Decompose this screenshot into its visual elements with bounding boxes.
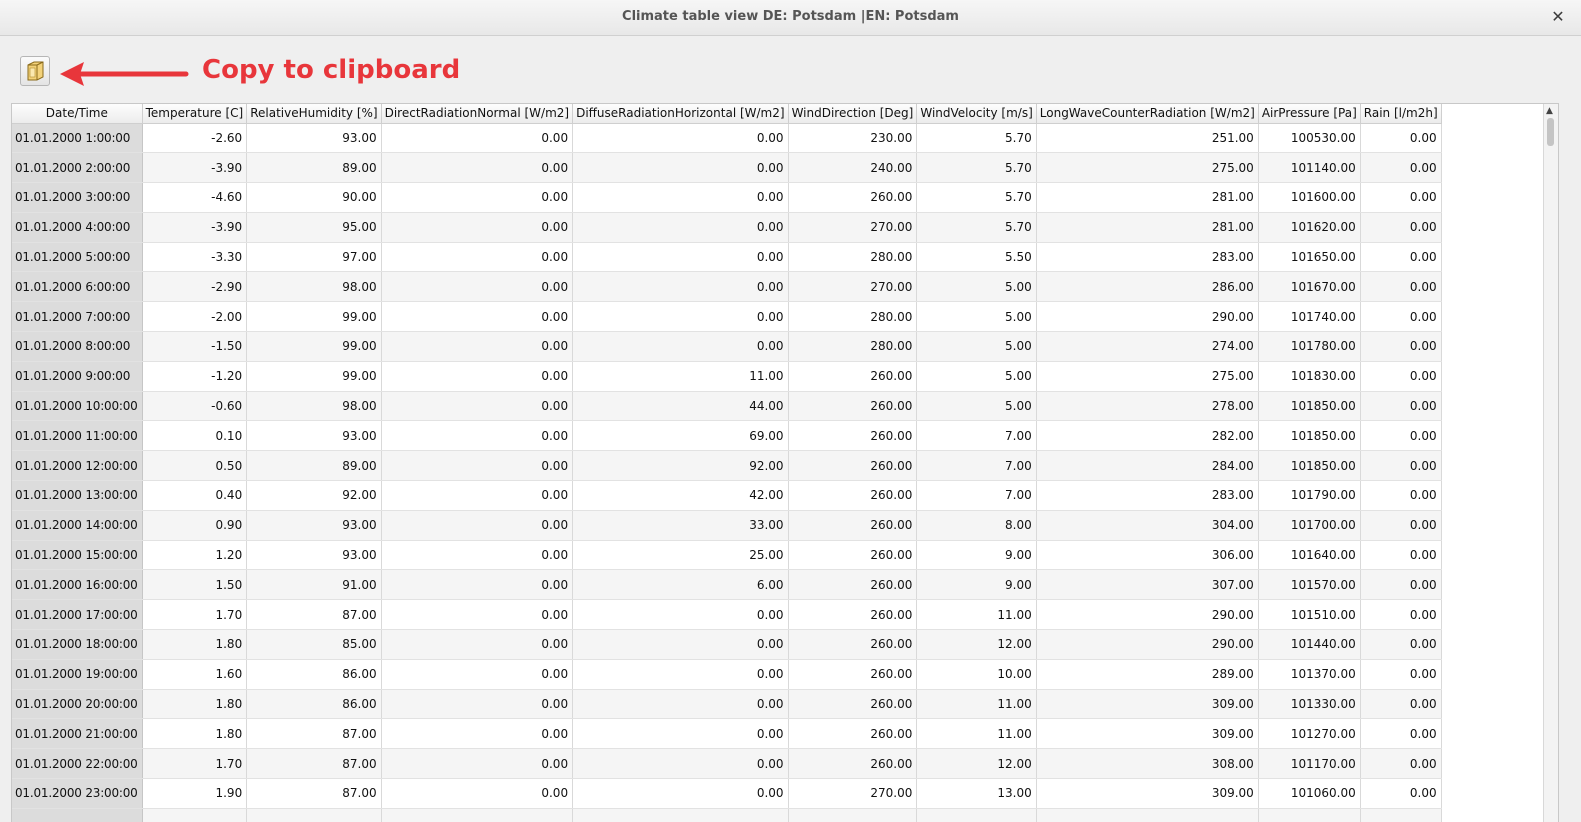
table-cell[interactable]: 101830.00 <box>1258 361 1360 391</box>
table-cell[interactable]: 260.00 <box>788 719 917 749</box>
table-cell[interactable]: 12.00 <box>917 630 1036 660</box>
row-header-cell[interactable]: 01.01.2000 2:00:00 <box>12 153 142 183</box>
table-cell[interactable] <box>1360 808 1441 822</box>
table-cell[interactable]: 0.00 <box>1360 510 1441 540</box>
table-row[interactable] <box>12 689 1441 719</box>
table-cell[interactable]: 101140.00 <box>1258 153 1360 183</box>
table-cell[interactable]: 101370.00 <box>1258 659 1360 689</box>
table-cell[interactable]: 1.60 <box>142 659 247 689</box>
table-cell[interactable]: 90.00 <box>247 183 381 213</box>
table-cell[interactable]: 1.20 <box>142 540 247 570</box>
table-cell[interactable]: 93.00 <box>247 421 381 451</box>
row-header-cell[interactable]: 01.01.2000 7:00:00 <box>12 302 142 332</box>
table-cell[interactable]: 98.00 <box>247 391 381 421</box>
table-cell[interactable]: 290.00 <box>1036 630 1258 660</box>
table-cell[interactable]: 99.00 <box>247 302 381 332</box>
table-cell[interactable]: 0.10 <box>142 421 247 451</box>
table-cell[interactable]: 101850.00 <box>1258 451 1360 481</box>
table-cell[interactable]: 278.00 <box>1036 391 1258 421</box>
table-row[interactable] <box>12 630 1441 660</box>
table-cell[interactable]: 0.00 <box>1360 153 1441 183</box>
table-cell[interactable]: 270.00 <box>788 212 917 242</box>
table-cell[interactable]: 98.00 <box>247 272 381 302</box>
column-header[interactable]: Temperature [C] <box>142 104 247 123</box>
table-cell[interactable]: 0.00 <box>381 630 572 660</box>
table-cell[interactable]: 0.00 <box>1360 540 1441 570</box>
table-cell[interactable]: 282.00 <box>1036 421 1258 451</box>
table-cell[interactable]: 5.00 <box>917 391 1036 421</box>
table-cell[interactable]: 0.00 <box>1360 570 1441 600</box>
table-cell[interactable]: 0.00 <box>1360 302 1441 332</box>
table-cell[interactable]: 260.00 <box>788 630 917 660</box>
table-cell[interactable]: 0.00 <box>381 242 572 272</box>
row-header-cell[interactable]: 01.01.2000 16:00:00 <box>12 570 142 600</box>
table-cell[interactable]: 281.00 <box>1036 183 1258 213</box>
table-row[interactable] <box>12 510 1441 540</box>
table-cell[interactable]: 0.00 <box>573 719 788 749</box>
table-cell[interactable]: 101640.00 <box>1258 540 1360 570</box>
table-cell[interactable]: 260.00 <box>788 451 917 481</box>
table-cell[interactable]: 0.00 <box>1360 361 1441 391</box>
table-cell[interactable]: 0.00 <box>381 451 572 481</box>
table-row[interactable] <box>12 481 1441 511</box>
table-cell[interactable]: 283.00 <box>1036 481 1258 511</box>
table-cell[interactable]: 7.00 <box>917 451 1036 481</box>
table-cell[interactable]: 101740.00 <box>1258 302 1360 332</box>
table-cell[interactable]: 9.00 <box>917 540 1036 570</box>
table-cell[interactable]: 0.00 <box>573 153 788 183</box>
table-cell[interactable]: 309.00 <box>1036 719 1258 749</box>
table-cell[interactable]: -1.50 <box>142 332 247 362</box>
close-icon[interactable]: ✕ <box>1551 7 1565 26</box>
table-cell[interactable]: 0.00 <box>573 242 788 272</box>
table-row[interactable] <box>12 332 1441 362</box>
row-header-cell[interactable]: 01.01.2000 9:00:00 <box>12 361 142 391</box>
column-header[interactable]: Rain [l/m2h] <box>1360 104 1441 123</box>
table-cell[interactable]: 0.00 <box>573 332 788 362</box>
table-row[interactable] <box>12 421 1441 451</box>
table-cell[interactable] <box>788 808 917 822</box>
table-cell[interactable]: 0.50 <box>142 451 247 481</box>
table-cell[interactable]: 1.90 <box>142 779 247 809</box>
table-cell[interactable]: 97.00 <box>247 242 381 272</box>
table-cell[interactable]: 11.00 <box>917 600 1036 630</box>
table-cell[interactable]: 7.00 <box>917 421 1036 451</box>
table-cell[interactable]: -0.60 <box>142 391 247 421</box>
table-cell[interactable]: 7.00 <box>917 481 1036 511</box>
table-cell[interactable]: 93.00 <box>247 510 381 540</box>
row-header-cell[interactable]: 01.01.2000 5:00:00 <box>12 242 142 272</box>
table-cell[interactable]: 270.00 <box>788 779 917 809</box>
table-cell[interactable]: 0.00 <box>573 779 788 809</box>
table-cell[interactable]: 0.00 <box>1360 272 1441 302</box>
table-cell[interactable] <box>381 808 572 822</box>
table-cell[interactable]: 280.00 <box>788 302 917 332</box>
table-row[interactable] <box>12 540 1441 570</box>
table-cell[interactable]: 309.00 <box>1036 779 1258 809</box>
table-cell[interactable]: 260.00 <box>788 659 917 689</box>
column-header[interactable]: DirectRadiationNormal [W/m2] <box>381 104 572 123</box>
table-cell[interactable]: 0.00 <box>381 183 572 213</box>
table-cell[interactable]: 1.80 <box>142 719 247 749</box>
table-cell[interactable]: 284.00 <box>1036 451 1258 481</box>
column-header[interactable]: WindVelocity [m/s] <box>917 104 1036 123</box>
row-header-cell[interactable]: 01.01.2000 15:00:00 <box>12 540 142 570</box>
table-cell[interactable]: 101170.00 <box>1258 749 1360 779</box>
table-cell[interactable] <box>142 808 247 822</box>
row-header-cell[interactable]: 01.01.2000 23:00:00 <box>12 779 142 809</box>
table-row[interactable] <box>12 779 1441 809</box>
climate-table-view[interactable] <box>11 103 1559 822</box>
table-cell[interactable]: 25.00 <box>573 540 788 570</box>
table-cell[interactable]: 89.00 <box>247 153 381 183</box>
table-cell[interactable]: 0.00 <box>573 689 788 719</box>
table-row[interactable] <box>12 153 1441 183</box>
table-cell[interactable]: 0.00 <box>573 123 788 153</box>
table-cell[interactable]: 93.00 <box>247 540 381 570</box>
table-row[interactable] <box>12 451 1441 481</box>
table-cell[interactable]: 0.00 <box>381 302 572 332</box>
table-cell[interactable]: 260.00 <box>788 540 917 570</box>
table-cell[interactable]: 92.00 <box>573 451 788 481</box>
table-cell[interactable]: 5.50 <box>917 242 1036 272</box>
table-cell[interactable]: -4.60 <box>142 183 247 213</box>
table-cell[interactable]: 0.00 <box>1360 183 1441 213</box>
table-cell[interactable]: -3.90 <box>142 153 247 183</box>
table-row[interactable] <box>12 242 1441 272</box>
table-cell[interactable]: 0.00 <box>381 510 572 540</box>
table-cell[interactable]: 101510.00 <box>1258 600 1360 630</box>
table-cell[interactable]: 1.70 <box>142 600 247 630</box>
table-cell[interactable]: 0.00 <box>573 212 788 242</box>
table-cell[interactable]: 87.00 <box>247 719 381 749</box>
table-cell[interactable]: 0.00 <box>381 391 572 421</box>
table-row[interactable] <box>12 659 1441 689</box>
copy-to-clipboard-annotation: Copy to clipboard <box>202 55 461 85</box>
table-cell[interactable]: 101330.00 <box>1258 689 1360 719</box>
table-cell[interactable]: 5.70 <box>917 123 1036 153</box>
table-cell[interactable]: 1.70 <box>142 749 247 779</box>
table-cell[interactable]: -2.00 <box>142 302 247 332</box>
table-cell[interactable]: 5.00 <box>917 361 1036 391</box>
table-cell[interactable]: 0.00 <box>573 600 788 630</box>
table-cell[interactable]: 5.00 <box>917 332 1036 362</box>
table-cell[interactable]: 260.00 <box>788 391 917 421</box>
table-cell[interactable]: 289.00 <box>1036 659 1258 689</box>
table-cell[interactable]: 11.00 <box>917 689 1036 719</box>
column-header[interactable]: RelativeHumidity [%] <box>247 104 381 123</box>
table-cell[interactable]: 9.00 <box>917 570 1036 600</box>
table-header-row <box>12 104 1441 123</box>
table-cell[interactable]: 0.00 <box>381 689 572 719</box>
table-cell[interactable]: 101650.00 <box>1258 242 1360 272</box>
table-row[interactable] <box>12 272 1441 302</box>
table-cell[interactable]: 0.00 <box>1360 659 1441 689</box>
table-cell[interactable]: 308.00 <box>1036 749 1258 779</box>
vertical-scrollbar[interactable] <box>1543 104 1558 822</box>
table-cell[interactable]: 5.70 <box>917 183 1036 213</box>
table-cell[interactable]: 0.00 <box>1360 242 1441 272</box>
column-header[interactable]: AirPressure [Pa] <box>1258 104 1360 123</box>
table-cell[interactable]: 69.00 <box>573 421 788 451</box>
table-cell[interactable]: -2.60 <box>142 123 247 153</box>
table-cell[interactable]: -3.90 <box>142 212 247 242</box>
row-header-cell[interactable]: 01.01.2000 22:00:00 <box>12 749 142 779</box>
table-row[interactable] <box>12 808 1441 822</box>
row-header-cell[interactable] <box>12 808 142 822</box>
table-cell[interactable]: 274.00 <box>1036 332 1258 362</box>
table-cell[interactable]: 0.00 <box>1360 123 1441 153</box>
table-cell[interactable]: 0.00 <box>381 719 572 749</box>
table-cell[interactable]: 280.00 <box>788 332 917 362</box>
table-cell[interactable]: 0.00 <box>1360 481 1441 511</box>
row-header-cell[interactable]: 01.01.2000 14:00:00 <box>12 510 142 540</box>
table-cell[interactable]: 101850.00 <box>1258 391 1360 421</box>
table-cell[interactable]: -1.20 <box>142 361 247 391</box>
table-row[interactable] <box>12 183 1441 213</box>
table-cell[interactable]: 309.00 <box>1036 689 1258 719</box>
table-row[interactable] <box>12 302 1441 332</box>
table-cell[interactable]: 101060.00 <box>1258 779 1360 809</box>
table-cell[interactable]: 99.00 <box>247 361 381 391</box>
table-cell[interactable]: 99.00 <box>247 332 381 362</box>
table-cell[interactable]: 1.80 <box>142 630 247 660</box>
table-cell[interactable]: 101620.00 <box>1258 212 1360 242</box>
table-cell[interactable]: 0.00 <box>1360 630 1441 660</box>
table-cell[interactable]: 89.00 <box>247 451 381 481</box>
row-header-cell[interactable]: 01.01.2000 13:00:00 <box>12 481 142 511</box>
table-cell[interactable]: 101850.00 <box>1258 421 1360 451</box>
table-cell[interactable]: 6.00 <box>573 570 788 600</box>
row-header-cell[interactable]: 01.01.2000 17:00:00 <box>12 600 142 630</box>
table-body <box>12 123 1441 822</box>
table-cell[interactable]: 0.00 <box>573 659 788 689</box>
table-cell[interactable] <box>247 808 381 822</box>
table-cell[interactable]: 10.00 <box>917 659 1036 689</box>
table-cell[interactable]: 101600.00 <box>1258 183 1360 213</box>
table-cell[interactable]: 101570.00 <box>1258 570 1360 600</box>
row-header-cell[interactable]: 01.01.2000 21:00:00 <box>12 719 142 749</box>
copy-to-clipboard-button[interactable] <box>20 56 50 86</box>
window-titlebar <box>0 0 1581 36</box>
table-cell[interactable]: 0.00 <box>381 272 572 302</box>
table-cell[interactable]: 101670.00 <box>1258 272 1360 302</box>
table-cell[interactable]: 101780.00 <box>1258 332 1360 362</box>
table-cell[interactable]: 101790.00 <box>1258 481 1360 511</box>
table-row[interactable] <box>12 600 1441 630</box>
table-cell[interactable]: 0.00 <box>573 302 788 332</box>
column-header[interactable]: LongWaveCounterRadiation [W/m2] <box>1036 104 1258 123</box>
table-cell[interactable]: -2.90 <box>142 272 247 302</box>
table-cell[interactable]: 290.00 <box>1036 600 1258 630</box>
clipboard-icon <box>25 60 46 82</box>
table-cell[interactable]: 0.90 <box>142 510 247 540</box>
table-cell[interactable]: 230.00 <box>788 123 917 153</box>
row-header-cell[interactable]: 01.01.2000 20:00:00 <box>12 689 142 719</box>
table-cell[interactable]: 11.00 <box>573 361 788 391</box>
table-cell[interactable]: 0.00 <box>381 600 572 630</box>
table-cell[interactable]: 260.00 <box>788 600 917 630</box>
table-cell[interactable]: 1.80 <box>142 689 247 719</box>
table-cell[interactable]: 0.00 <box>381 540 572 570</box>
table-cell[interactable]: 92.00 <box>247 481 381 511</box>
table-cell[interactable]: 0.00 <box>1360 689 1441 719</box>
table-cell[interactable]: 86.00 <box>247 659 381 689</box>
table-cell[interactable]: 260.00 <box>788 510 917 540</box>
table-cell[interactable]: 304.00 <box>1036 510 1258 540</box>
table-cell[interactable]: 260.00 <box>788 361 917 391</box>
table-cell[interactable]: 0.00 <box>1360 719 1441 749</box>
row-header-cell[interactable]: 01.01.2000 10:00:00 <box>12 391 142 421</box>
table-cell[interactable]: 91.00 <box>247 570 381 600</box>
table-cell[interactable]: 240.00 <box>788 153 917 183</box>
table-cell[interactable]: 95.00 <box>247 212 381 242</box>
table-cell[interactable]: 101270.00 <box>1258 719 1360 749</box>
table-cell[interactable]: 0.00 <box>381 361 572 391</box>
table-cell[interactable] <box>573 808 788 822</box>
table-cell[interactable]: 283.00 <box>1036 242 1258 272</box>
table-cell[interactable]: 260.00 <box>788 481 917 511</box>
table-cell[interactable]: 101700.00 <box>1258 510 1360 540</box>
table-cell[interactable]: 290.00 <box>1036 302 1258 332</box>
table-cell[interactable]: 8.00 <box>917 510 1036 540</box>
table-cell[interactable]: 0.00 <box>573 749 788 779</box>
table-cell[interactable]: 0.00 <box>381 212 572 242</box>
table-cell[interactable]: 0.00 <box>1360 451 1441 481</box>
table-row[interactable] <box>12 719 1441 749</box>
table-cell[interactable]: 251.00 <box>1036 123 1258 153</box>
row-header-cell[interactable]: 01.01.2000 19:00:00 <box>12 659 142 689</box>
table-cell[interactable]: 0.00 <box>1360 749 1441 779</box>
table-cell[interactable]: 5.00 <box>917 272 1036 302</box>
table-row[interactable] <box>12 391 1441 421</box>
table-cell[interactable]: 306.00 <box>1036 540 1258 570</box>
table-cell[interactable]: 5.00 <box>917 302 1036 332</box>
table-cell[interactable]: 85.00 <box>247 630 381 660</box>
arrow-icon <box>58 58 190 90</box>
table-cell[interactable]: 87.00 <box>247 600 381 630</box>
row-header-cell[interactable]: 01.01.2000 3:00:00 <box>12 183 142 213</box>
table-cell[interactable]: 0.00 <box>381 123 572 153</box>
table-cell[interactable]: 0.00 <box>573 183 788 213</box>
table-cell[interactable]: 33.00 <box>573 510 788 540</box>
table-cell[interactable]: 0.00 <box>381 153 572 183</box>
table-cell[interactable]: 11.00 <box>917 719 1036 749</box>
table-cell[interactable]: 93.00 <box>247 123 381 153</box>
scroll-up-icon[interactable]: ▲ <box>1546 106 1553 116</box>
table-cell[interactable]: 260.00 <box>788 421 917 451</box>
table-cell[interactable]: 307.00 <box>1036 570 1258 600</box>
table-cell[interactable]: 87.00 <box>247 749 381 779</box>
row-header-cell[interactable]: 01.01.2000 12:00:00 <box>12 451 142 481</box>
table-cell[interactable]: 0.00 <box>1360 779 1441 809</box>
table-cell[interactable]: 5.70 <box>917 212 1036 242</box>
table-row[interactable] <box>12 361 1441 391</box>
column-header[interactable]: DiffuseRadiationHorizontal [W/m2] <box>573 104 788 123</box>
table-cell[interactable]: 0.00 <box>381 779 572 809</box>
window-title: Climate table view DE: Potsdam |EN: Potsdam <box>622 9 959 24</box>
table-cell[interactable]: 0.00 <box>1360 212 1441 242</box>
table-cell[interactable]: 100530.00 <box>1258 123 1360 153</box>
row-header-cell[interactable]: 01.01.2000 18:00:00 <box>12 630 142 660</box>
table-cell[interactable]: 270.00 <box>788 272 917 302</box>
table-row[interactable] <box>12 570 1441 600</box>
row-header-cell[interactable]: 01.01.2000 4:00:00 <box>12 212 142 242</box>
table-cell[interactable]: -3.30 <box>142 242 247 272</box>
table-cell[interactable]: 0.00 <box>573 630 788 660</box>
table-cell[interactable]: 87.00 <box>247 779 381 809</box>
table-row[interactable] <box>12 749 1441 779</box>
table-cell[interactable]: 260.00 <box>788 570 917 600</box>
table-cell[interactable]: 13.00 <box>917 779 1036 809</box>
table-cell[interactable]: 0.00 <box>381 570 572 600</box>
table-cell[interactable]: 1.50 <box>142 570 247 600</box>
table-cell[interactable]: 0.00 <box>573 272 788 302</box>
table-cell[interactable]: 275.00 <box>1036 361 1258 391</box>
table-cell[interactable]: 0.40 <box>142 481 247 511</box>
table-cell[interactable]: 12.00 <box>917 749 1036 779</box>
table-cell[interactable]: 86.00 <box>247 689 381 719</box>
table-cell[interactable]: 260.00 <box>788 183 917 213</box>
row-header-cell[interactable]: 01.01.2000 8:00:00 <box>12 332 142 362</box>
row-header-cell[interactable]: 01.01.2000 11:00:00 <box>12 421 142 451</box>
table-cell[interactable]: 0.00 <box>1360 421 1441 451</box>
table-cell[interactable]: 0.00 <box>381 749 572 779</box>
row-header-cell[interactable]: 01.01.2000 1:00:00 <box>12 123 142 153</box>
table-cell[interactable]: 0.00 <box>381 481 572 511</box>
table-cell[interactable]: 0.00 <box>381 332 572 362</box>
table-cell[interactable]: 260.00 <box>788 749 917 779</box>
table-cell[interactable] <box>1258 808 1360 822</box>
climate-table <box>12 104 1442 822</box>
table-cell[interactable] <box>917 808 1036 822</box>
table-cell[interactable]: 0.00 <box>381 421 572 451</box>
row-header-cell[interactable]: 01.01.2000 6:00:00 <box>12 272 142 302</box>
table-cell[interactable]: 0.00 <box>381 659 572 689</box>
table-cell[interactable]: 42.00 <box>573 481 788 511</box>
table-row[interactable] <box>12 212 1441 242</box>
table-cell[interactable] <box>1036 808 1258 822</box>
table-row[interactable] <box>12 123 1441 153</box>
table-cell[interactable]: 260.00 <box>788 689 917 719</box>
table-cell[interactable]: 0.00 <box>1360 332 1441 362</box>
table-cell[interactable]: 0.00 <box>1360 600 1441 630</box>
table-cell[interactable]: 5.70 <box>917 153 1036 183</box>
table-cell[interactable]: 0.00 <box>1360 391 1441 421</box>
table-cell[interactable]: 281.00 <box>1036 212 1258 242</box>
column-header[interactable]: WindDirection [Deg] <box>788 104 917 123</box>
scrollbar-thumb[interactable] <box>1547 118 1554 146</box>
column-header[interactable]: Date/Time <box>12 104 142 123</box>
table-cell[interactable]: 280.00 <box>788 242 917 272</box>
table-cell[interactable]: 286.00 <box>1036 272 1258 302</box>
table-cell[interactable]: 275.00 <box>1036 153 1258 183</box>
table-cell[interactable]: 101440.00 <box>1258 630 1360 660</box>
table-cell[interactable]: 44.00 <box>573 391 788 421</box>
